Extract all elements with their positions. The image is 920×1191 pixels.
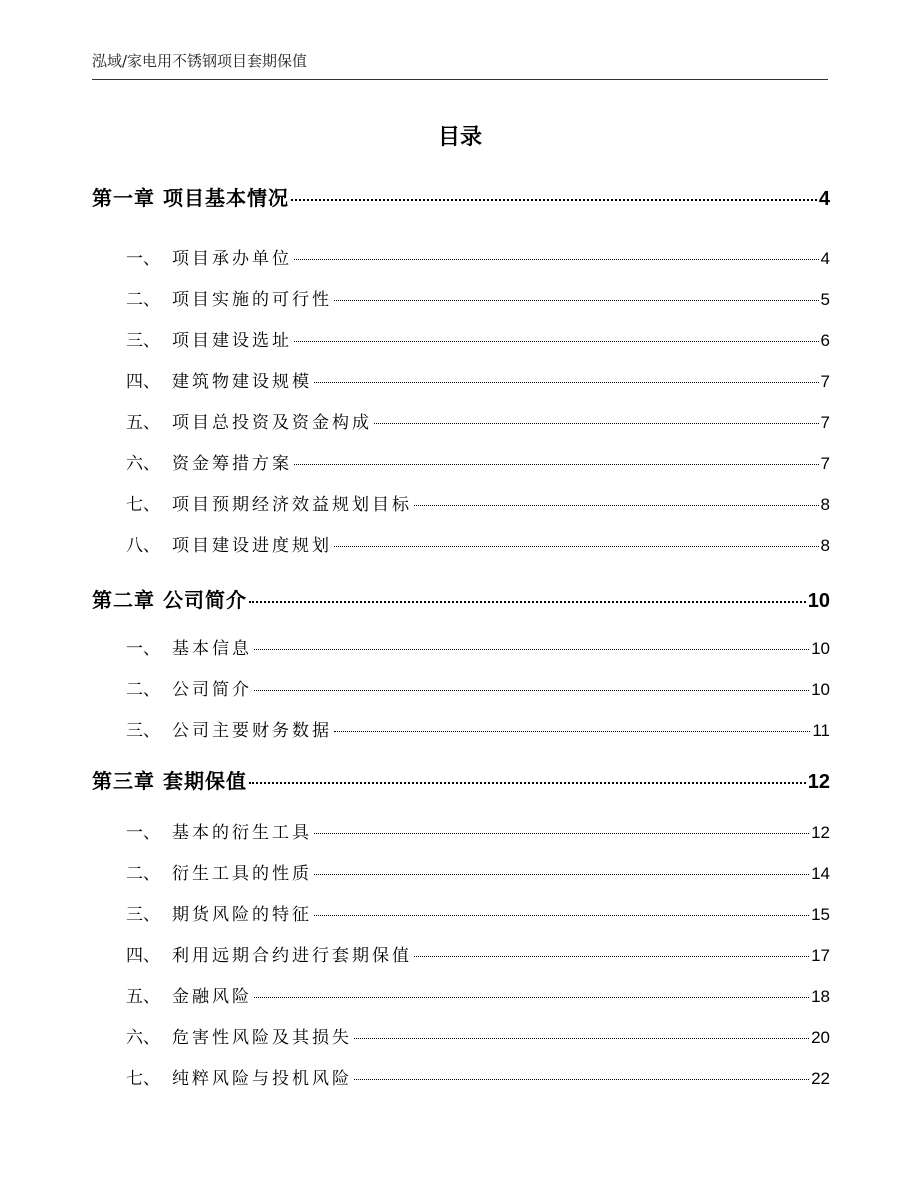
entry-label: 基本信息 xyxy=(172,639,252,659)
entry-label: 衍生工具的性质 xyxy=(172,864,312,884)
entry-page-number: 7 xyxy=(820,413,830,432)
entry-label: 项目预期经济效益规划目标 xyxy=(172,495,412,515)
entry-number: 三、 xyxy=(126,331,160,351)
entry-number: 四、 xyxy=(126,946,160,966)
entry-label: 第二章 公司简介 xyxy=(92,588,247,612)
entry-number: 一、 xyxy=(126,639,160,659)
toc-section-entry[interactable] xyxy=(92,531,830,556)
dot-leader xyxy=(294,341,819,342)
toc-section-entry[interactable] xyxy=(92,449,830,474)
toc-section-entry[interactable] xyxy=(92,285,830,310)
entry-number: 三、 xyxy=(126,721,160,741)
dot-leader xyxy=(249,782,806,784)
dot-leader xyxy=(294,259,819,260)
entry-number: 三、 xyxy=(126,905,160,925)
dot-leader xyxy=(374,423,819,424)
entry-label: 利用远期合约进行套期保值 xyxy=(172,946,412,966)
entry-number: 六、 xyxy=(126,454,160,474)
entry-page-number: 12 xyxy=(811,823,830,842)
entry-number: 七、 xyxy=(126,1069,160,1089)
toc-chapter-entry[interactable] xyxy=(92,765,830,794)
dot-leader xyxy=(291,199,817,201)
toc-section-entry[interactable] xyxy=(92,490,830,515)
entry-label: 期货风险的特征 xyxy=(172,905,312,925)
entry-label: 资金筹措方案 xyxy=(172,454,292,474)
entry-label: 危害性风险及其损失 xyxy=(172,1028,352,1048)
entry-page-number: 18 xyxy=(811,987,830,1006)
entry-label: 项目建设选址 xyxy=(172,331,292,351)
entry-label: 项目承办单位 xyxy=(172,249,292,269)
entry-page-number: 14 xyxy=(811,864,830,883)
toc-section-entry[interactable] xyxy=(92,818,830,843)
toc-title: 目录 xyxy=(437,125,482,150)
entry-page-number: 5 xyxy=(820,290,830,309)
entry-label: 项目建设进度规划 xyxy=(172,536,332,556)
entry-number: 二、 xyxy=(126,864,160,884)
entry-label: 项目总投资及资金构成 xyxy=(172,413,372,433)
entry-label: 公司主要财务数据 xyxy=(172,721,332,741)
entry-page-number: 15 xyxy=(811,905,830,924)
entry-number: 二、 xyxy=(126,290,160,310)
dot-leader xyxy=(249,601,806,603)
dot-leader xyxy=(314,382,819,383)
toc-chapter-entry[interactable] xyxy=(92,584,830,613)
entry-number: 六、 xyxy=(126,1028,160,1048)
entry-label: 纯粹风险与投机风险 xyxy=(172,1069,352,1089)
dot-leader xyxy=(354,1079,809,1080)
toc-section-entry[interactable] xyxy=(92,408,830,433)
toc-section-entry[interactable] xyxy=(92,367,830,392)
dot-leader xyxy=(334,731,810,732)
header-rule xyxy=(92,79,828,80)
toc-section-entry[interactable] xyxy=(92,941,830,966)
toc-section-entry[interactable] xyxy=(92,982,830,1007)
toc-section-entry[interactable] xyxy=(92,716,830,741)
entry-page-number: 11 xyxy=(812,721,830,740)
dot-leader xyxy=(314,874,809,875)
entry-page-number: 10 xyxy=(811,639,830,658)
entry-page-number: 22 xyxy=(811,1069,830,1088)
dot-leader xyxy=(334,546,819,547)
dot-leader xyxy=(414,956,809,957)
entry-number: 五、 xyxy=(126,413,160,433)
entry-page-number: 6 xyxy=(820,331,830,350)
entry-label: 金融风险 xyxy=(172,987,252,1007)
entry-page-number: 4 xyxy=(818,188,830,210)
dot-leader xyxy=(294,464,819,465)
dot-leader xyxy=(314,915,809,916)
entry-page-number: 20 xyxy=(811,1028,830,1047)
page-header: 泓域/家电用不锈钢项目套期保值 xyxy=(92,52,308,70)
toc-section-entry[interactable] xyxy=(92,634,830,659)
entry-label: 第一章 项目基本情况 xyxy=(92,186,289,210)
toc-section-entry[interactable] xyxy=(92,1064,830,1089)
toc-section-entry[interactable] xyxy=(92,244,830,269)
toc-section-entry[interactable] xyxy=(92,1023,830,1048)
entry-label: 基本的衍生工具 xyxy=(172,823,312,843)
toc-section-entry[interactable] xyxy=(92,900,830,925)
dot-leader xyxy=(254,997,809,998)
entry-number: 七、 xyxy=(126,495,160,515)
dot-leader xyxy=(354,1038,809,1039)
toc-section-entry[interactable] xyxy=(92,675,830,700)
dot-leader xyxy=(254,690,809,691)
entry-label: 建筑物建设规模 xyxy=(172,372,312,392)
entry-page-number: 12 xyxy=(807,771,830,793)
entry-number: 一、 xyxy=(126,249,160,269)
toc-chapter-entry[interactable] xyxy=(92,182,830,211)
entry-page-number: 7 xyxy=(820,454,830,473)
entry-label: 公司简介 xyxy=(172,680,252,700)
entry-number: 四、 xyxy=(126,372,160,392)
entry-label: 第三章 套期保值 xyxy=(92,769,247,793)
entry-number: 五、 xyxy=(126,987,160,1007)
entry-page-number: 17 xyxy=(811,946,830,965)
entry-label: 项目实施的可行性 xyxy=(172,290,332,310)
dot-leader xyxy=(314,833,809,834)
entry-page-number: 4 xyxy=(820,249,830,268)
dot-leader xyxy=(334,300,819,301)
toc-section-entry[interactable] xyxy=(92,859,830,884)
toc-section-entry[interactable] xyxy=(92,326,830,351)
entry-page-number: 7 xyxy=(820,372,830,391)
dot-leader xyxy=(254,649,809,650)
dot-leader xyxy=(414,505,819,506)
entry-page-number: 8 xyxy=(820,536,830,555)
entry-page-number: 8 xyxy=(820,495,830,514)
entry-number: 一、 xyxy=(126,823,160,843)
entry-page-number: 10 xyxy=(807,590,830,612)
entry-number: 二、 xyxy=(126,680,160,700)
entry-number: 八、 xyxy=(126,536,160,556)
entry-page-number: 10 xyxy=(811,680,830,699)
